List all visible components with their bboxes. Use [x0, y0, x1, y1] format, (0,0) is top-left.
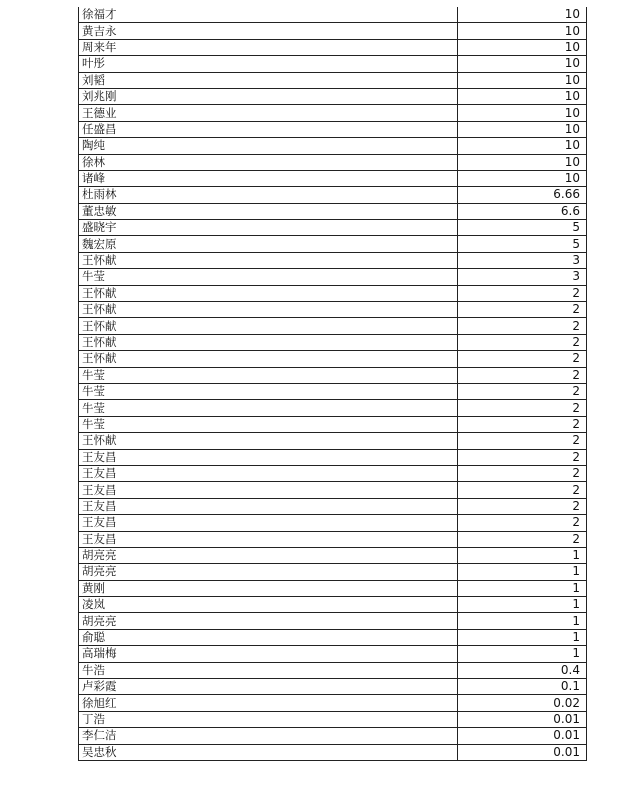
donor-name-cell: 诸峰 — [79, 170, 458, 186]
amount-cell: 1 — [458, 564, 587, 580]
donor-name-cell: 王友昌 — [79, 449, 458, 465]
table-row — [79, 695, 587, 711]
table-row — [79, 39, 587, 55]
amount-cell: 10 — [458, 105, 587, 121]
table-row — [79, 515, 587, 531]
donor-name-cell: 王怀献 — [79, 318, 458, 334]
amount-cell: 2 — [458, 416, 587, 432]
donor-name-cell: 丁浩 — [79, 711, 458, 727]
amount-cell: 10 — [458, 23, 587, 39]
amount-cell: 6.6 — [458, 203, 587, 219]
amount-cell: 0.01 — [458, 728, 587, 744]
donor-name-cell: 魏宏原 — [79, 236, 458, 252]
donor-name-cell: 王怀献 — [79, 334, 458, 350]
donor-name-cell: 王怀献 — [79, 302, 458, 318]
table-row — [79, 613, 587, 629]
table-row — [79, 711, 587, 727]
table-row — [79, 236, 587, 252]
table-row — [79, 269, 587, 285]
amount-cell: 3 — [458, 252, 587, 268]
table-row — [79, 629, 587, 645]
table-row — [79, 367, 587, 383]
amount-cell: 2 — [458, 367, 587, 383]
table-row — [79, 318, 587, 334]
table-row — [79, 662, 587, 678]
table-row — [79, 154, 587, 170]
amount-cell: 2 — [458, 498, 587, 514]
table-row — [79, 121, 587, 137]
donor-name-cell: 王友昌 — [79, 515, 458, 531]
amount-cell: 10 — [458, 39, 587, 55]
table-row — [79, 416, 587, 432]
donor-name-cell: 凌岚 — [79, 597, 458, 613]
amount-cell: 6.66 — [458, 187, 587, 203]
amount-cell: 1 — [458, 646, 587, 662]
table-row — [79, 23, 587, 39]
table-row — [79, 646, 587, 662]
amount-cell: 2 — [458, 400, 587, 416]
donor-name-cell: 徐林 — [79, 154, 458, 170]
donor-name-cell: 胡亮亮 — [79, 564, 458, 580]
amount-cell: 10 — [458, 170, 587, 186]
amount-cell: 5 — [458, 220, 587, 236]
donor-name-cell: 王怀献 — [79, 351, 458, 367]
table-row — [79, 252, 587, 268]
donor-name-cell: 任盛昌 — [79, 121, 458, 137]
table-row — [79, 302, 587, 318]
amount-cell: 3 — [458, 269, 587, 285]
donor-name-cell: 胡亮亮 — [79, 547, 458, 563]
donor-name-cell: 黄吉永 — [79, 23, 458, 39]
table-row — [79, 679, 587, 695]
table-row — [79, 433, 587, 449]
donor-name-cell: 王友昌 — [79, 482, 458, 498]
donor-name-cell: 牛浩 — [79, 662, 458, 678]
donor-name-cell: 牛莹 — [79, 269, 458, 285]
table-row — [79, 334, 587, 350]
donor-name-cell: 牛莹 — [79, 416, 458, 432]
table-row — [79, 482, 587, 498]
donor-name-cell: 王怀献 — [79, 285, 458, 301]
amount-cell: 2 — [458, 531, 587, 547]
donor-name-cell: 周来年 — [79, 39, 458, 55]
amount-cell: 10 — [458, 154, 587, 170]
amount-cell: 1 — [458, 597, 587, 613]
amount-cell: 10 — [458, 88, 587, 104]
amount-cell: 5 — [458, 236, 587, 252]
donor-name-cell: 盛晓宇 — [79, 220, 458, 236]
amount-cell: 0.02 — [458, 695, 587, 711]
donor-name-cell: 王友昌 — [79, 498, 458, 514]
table-row — [79, 400, 587, 416]
table-row — [79, 383, 587, 399]
amount-cell: 2 — [458, 515, 587, 531]
amount-cell: 1 — [458, 629, 587, 645]
donor-name-cell: 王怀献 — [79, 433, 458, 449]
donor-name-cell: 李仁洁 — [79, 728, 458, 744]
amount-cell: 0.01 — [458, 711, 587, 727]
donor-name-cell: 杜雨林 — [79, 187, 458, 203]
donor-name-cell: 卢彩霞 — [79, 679, 458, 695]
donor-name-cell: 王友昌 — [79, 465, 458, 481]
amount-cell: 2 — [458, 334, 587, 350]
donor-name-cell: 王怀献 — [79, 252, 458, 268]
donor-name-cell: 刘兆刚 — [79, 88, 458, 104]
amount-cell: 10 — [458, 138, 587, 154]
donor-name-cell: 黄刚 — [79, 580, 458, 596]
table-row — [79, 564, 587, 580]
table-row — [79, 285, 587, 301]
amount-cell: 2 — [458, 449, 587, 465]
table-row — [79, 220, 587, 236]
donor-name-cell: 牛莹 — [79, 383, 458, 399]
donor-name-cell: 俞聪 — [79, 629, 458, 645]
table-row — [79, 351, 587, 367]
amount-cell: 1 — [458, 613, 587, 629]
amount-cell: 1 — [458, 547, 587, 563]
table-row — [79, 105, 587, 121]
amount-cell: 2 — [458, 482, 587, 498]
amount-cell: 2 — [458, 383, 587, 399]
table-row — [79, 580, 587, 596]
table-row — [79, 728, 587, 744]
table-row — [79, 170, 587, 186]
amount-cell: 1 — [458, 580, 587, 596]
donor-name-cell: 叶彤 — [79, 56, 458, 72]
amount-cell: 2 — [458, 302, 587, 318]
donor-name-cell: 牛莹 — [79, 400, 458, 416]
table-row — [79, 531, 587, 547]
table-row — [79, 56, 587, 72]
table-row — [79, 465, 587, 481]
amount-cell: 10 — [458, 56, 587, 72]
donor-name-cell: 高瑞梅 — [79, 646, 458, 662]
donor-name-cell: 陶纯 — [79, 138, 458, 154]
table-row — [79, 547, 587, 563]
amount-cell: 2 — [458, 318, 587, 334]
amount-cell: 2 — [458, 433, 587, 449]
amount-cell: 2 — [458, 285, 587, 301]
amount-cell: 2 — [458, 351, 587, 367]
table-row — [79, 203, 587, 219]
table-row — [79, 597, 587, 613]
table-row — [79, 498, 587, 514]
donor-name-cell: 王德业 — [79, 105, 458, 121]
table-body — [79, 7, 587, 760]
donor-name-cell: 董忠敏 — [79, 203, 458, 219]
amount-cell: 10 — [458, 121, 587, 137]
amount-cell: 0.1 — [458, 679, 587, 695]
table-row — [79, 138, 587, 154]
donor-name-cell: 徐旭红 — [79, 695, 458, 711]
donor-name-cell: 王友昌 — [79, 531, 458, 547]
table-row — [79, 88, 587, 104]
amount-cell: 2 — [458, 465, 587, 481]
donor-name-cell: 徐福才 — [79, 7, 458, 23]
table-row — [79, 744, 587, 760]
donor-name-cell: 吴忠秋 — [79, 744, 458, 760]
amount-cell: 10 — [458, 72, 587, 88]
table-row — [79, 449, 587, 465]
table-row — [79, 72, 587, 88]
donor-name-cell: 刘韬 — [79, 72, 458, 88]
table-row — [79, 187, 587, 203]
amount-cell: 10 — [458, 7, 587, 23]
donation-table — [78, 7, 587, 761]
table-row — [79, 7, 587, 23]
donor-name-cell: 胡亮亮 — [79, 613, 458, 629]
amount-cell: 0.01 — [458, 744, 587, 760]
amount-cell: 0.4 — [458, 662, 587, 678]
donor-name-cell: 牛莹 — [79, 367, 458, 383]
